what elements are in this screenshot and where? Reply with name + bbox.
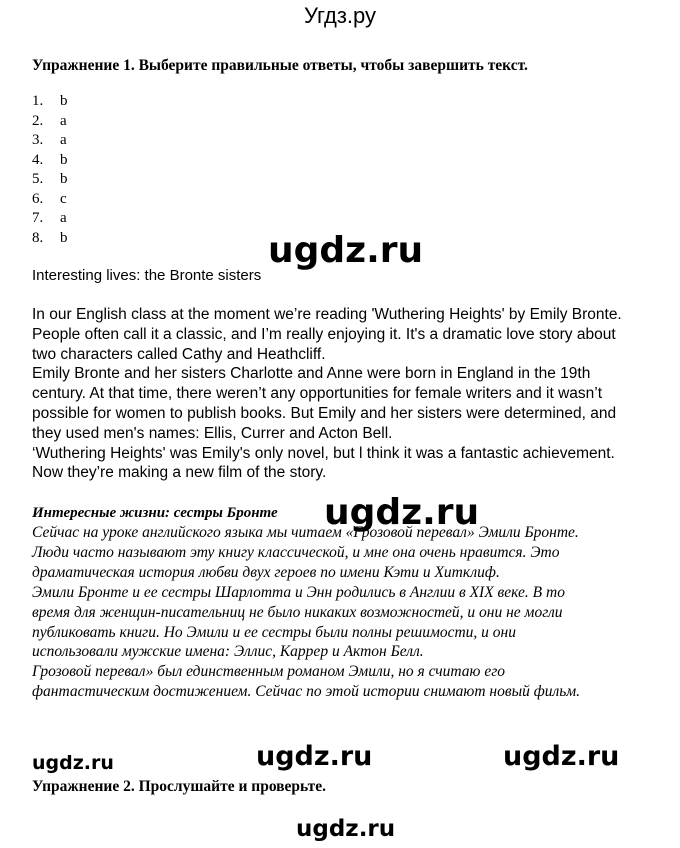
english-paragraph: ‘Wuthering Heights' was Emily's only novel, but l think it was a fantastic achievement. Now they’re making a new film of the story. bbox=[32, 444, 615, 482]
exercise2-heading: Упражнение 2. Прослушайте и проверьте. bbox=[32, 778, 327, 795]
watermark: ugdz.ru bbox=[32, 752, 114, 774]
answer-item: 7. a bbox=[32, 210, 67, 226]
answer-item: 1. b bbox=[32, 93, 68, 109]
english-text bbox=[32, 305, 622, 483]
english-paragraph: Emily Bronte and her sisters Charlotte and Anne were born in England in the 19th century. At that time, there weren’t any opportunities for female writers and it wasn’t possible for women to publish books. But Emily and her sisters were determined, and they used men's names: Ellis, Currer and Acton Bell. bbox=[32, 365, 617, 442]
english-title: Interesting lives: the Bronte sisters bbox=[32, 267, 262, 284]
exercise1-heading: Упражнение 1. Выберите правильные ответы, чтобы завершить текст. bbox=[32, 57, 528, 74]
watermark: ugdz.ru bbox=[256, 741, 373, 772]
answer-item: 4. b bbox=[32, 151, 68, 168]
watermark: ugdz.ru bbox=[296, 816, 396, 842]
answer-item: 8. b bbox=[32, 229, 68, 246]
russian-paragraph: Эмили Бронте и ее сестры Шарлотта и Энн родились в Англии в XIX веке. В то время для женщин-писательниц не было никаких возможностей, и они не могли публиковать книги. Но Эмили и ее сестры были полны решимости, и они использовали мужские имена: Эллис, Каррер и Актон Белл. bbox=[32, 583, 565, 661]
answer-list bbox=[32, 92, 68, 248]
answer-item: 6. c bbox=[32, 190, 67, 207]
site-title: Угдз.ру bbox=[303, 3, 377, 28]
russian-paragraph: Грозовой перевал» был единственным романом Эмили, но я считаю его фантастическим достижением. Сейчас по этой истории снимают новый фильм. bbox=[32, 663, 581, 701]
russian-text bbox=[32, 523, 592, 702]
answer-item: 3. a bbox=[32, 132, 67, 148]
answer-item: 2. a bbox=[32, 112, 67, 129]
russian-paragraph: Сейчас на уроке английского языка мы читаем «Грозовой перевал» Эмили Бронте. Люди часто называют эту книгу классической, и мне она очень нравится. Это драматическая история любви двух героев по имени Кэти и Хитклиф. bbox=[32, 524, 579, 581]
watermark: ugdz.ru bbox=[503, 741, 620, 772]
watermark: ugdz.ru bbox=[324, 492, 480, 533]
answer-item: 5. b bbox=[32, 171, 68, 187]
english-paragraph: In our English class at the moment we’re reading 'Wuthering Heights' by Emily Bronte. People often call it a classic, and I’m really enjoying it. It's a dramatic love story about two characters called Cathy and Heathcliff. bbox=[32, 306, 622, 363]
watermark: ugdz.ru bbox=[268, 230, 424, 271]
russian-title: Интересные жизни: сестры Бронте bbox=[32, 505, 278, 521]
